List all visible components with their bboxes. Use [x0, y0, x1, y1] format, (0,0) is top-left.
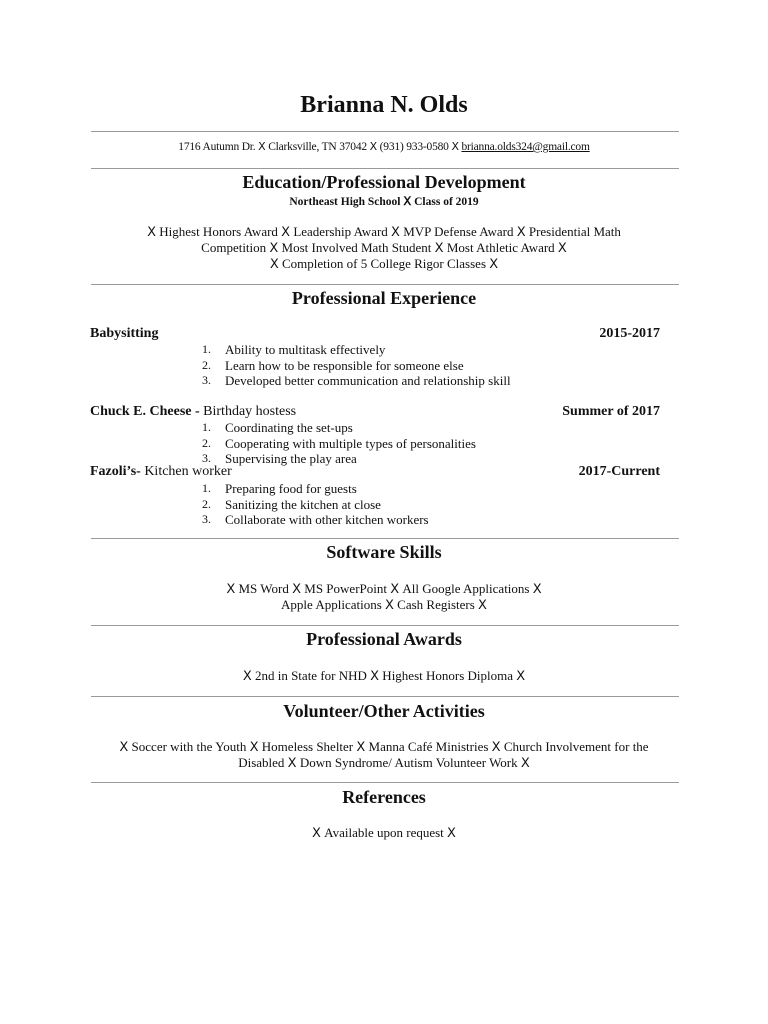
list-item: 3. Collaborate with other kitchen workers — [202, 512, 429, 527]
section-title-software: Software Skills — [326, 542, 442, 562]
divider — [91, 284, 679, 285]
job-title: Fazoli’s- — [90, 464, 141, 479]
software-line: ⵝ MS Word ⵝ MS PowerPoint ⵝ All Google Applications ⵝ — [226, 581, 542, 596]
divider — [91, 538, 679, 539]
divider — [91, 168, 679, 169]
separator-icon: ⵝ — [451, 141, 459, 153]
awards-line: ⵝ Completion of 5 College Rigor Classes ⵝ — [269, 256, 499, 271]
section-title-references: References — [342, 787, 426, 807]
education-awards — [90, 224, 678, 272]
list-item: 1. Ability to multitask effectively — [202, 342, 386, 357]
awards-line: ⵝ Highest Honors Award ⵝ Leadership Award ⵝ MVP Defense Award ⵝ Presidential Math — [147, 224, 621, 239]
duty-list — [202, 420, 476, 467]
resume-name: Brianna N. Olds — [300, 92, 468, 118]
section-title-education: Education/Professional Development — [242, 172, 526, 192]
job-title: Chuck E. Cheese - — [90, 404, 200, 419]
divider — [91, 696, 679, 697]
software-line: Apple Applications ⵝ Cash Registers ⵝ — [281, 597, 487, 612]
references-list — [90, 825, 678, 841]
job-dates: 2015-2017 — [599, 326, 660, 341]
job-role: Birthday hostess — [199, 404, 297, 419]
contact-phone: (931) 933-0580 — [379, 141, 449, 153]
divider — [91, 131, 679, 132]
section-title-volunteer: Volunteer/Other Activities — [283, 701, 485, 721]
job-role: Kitchen worker — [140, 464, 232, 479]
contact-line — [0, 140, 768, 153]
volunteer-line: Disabled ⵝ Down Syndrome/ Autism Volunteer Work ⵝ — [238, 755, 530, 770]
school-line: Northeast High School ⵝ Class of 2019 — [289, 196, 479, 208]
awards-line: Competition ⵝ Most Involved Math Student ⵝ Most Athletic Award ⵝ — [201, 240, 567, 255]
section-title-experience: Professional Experience — [291, 288, 477, 308]
separator-icon: ⵝ — [369, 141, 377, 153]
list-item: 3. Developed better communication and relationship skill — [202, 373, 511, 388]
divider — [91, 782, 679, 783]
job-dates: 2017-Current — [578, 464, 660, 479]
list-item: 2. Sanitizing the kitchen at close — [202, 496, 381, 512]
section-title-awards: Professional Awards — [306, 629, 462, 649]
contact-email-link[interactable]: brianna.olds324@gmail.com — [461, 141, 590, 153]
contact-address: 1716 Autumn Dr. — [178, 141, 256, 153]
duty-list — [202, 342, 511, 389]
software-list — [90, 581, 678, 613]
volunteer-line: ⵝ Soccer with the Youth ⵝ Homeless Shelter ⵝ Manna Café Ministries ⵝ Church Involvement for the — [119, 739, 649, 754]
list-item: 2. Cooperating with multiple types of personalities — [202, 435, 476, 451]
contact-city: Clarksville, TN 37042 — [268, 141, 367, 153]
job-title: Babysitting — [90, 326, 159, 341]
list-item: 2. Learn how to be responsible for someone else — [202, 357, 464, 373]
awards-list — [90, 668, 678, 684]
volunteer-list — [90, 739, 678, 771]
divider — [91, 625, 679, 626]
list-item: 1. Preparing food for guests — [202, 481, 357, 496]
job-dates: Summer of 2017 — [562, 404, 660, 419]
list-item: 3. Supervising the play area — [202, 451, 357, 466]
awards-line: ⵝ 2nd in State for NHD ⵝ Highest Honors Diploma ⵝ — [242, 668, 526, 683]
list-item: 1. Coordinating the set-ups — [202, 420, 353, 435]
job-entry — [90, 464, 660, 482]
references-line: ⵝ Available upon request ⵝ — [312, 825, 456, 840]
separator-icon: ⵝ — [258, 141, 266, 153]
duty-list — [202, 481, 429, 528]
